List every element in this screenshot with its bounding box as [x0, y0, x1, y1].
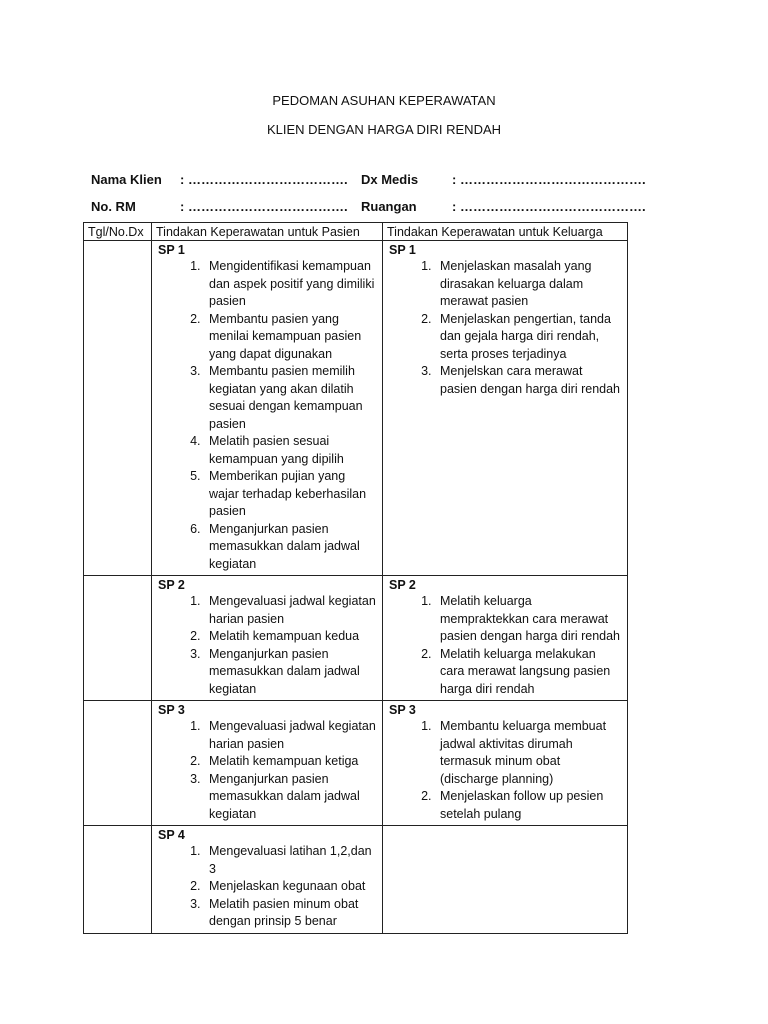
list-item: 2. Melatih keluarga melakukan cara merawat langsung pasien harga diri rendah — [435, 646, 621, 699]
header-tindakan-pasien: Tindakan Keperawatan untuk Pasien — [152, 223, 383, 241]
keluarga-cell — [383, 701, 628, 826]
action-list — [158, 593, 376, 698]
pasien-cell — [152, 241, 383, 576]
sp-label: SP 4 — [158, 828, 185, 842]
dx-medis-value: : ……………………………………. — [452, 172, 646, 187]
action-list — [389, 593, 621, 698]
keluarga-cell — [383, 576, 628, 701]
dx-medis-label: Dx Medis — [361, 172, 419, 187]
list-item: 6. Menganjurkan pasien memasukkan dalam jadwal kegiatan — [204, 521, 376, 574]
tgl-no-dx-cell — [84, 241, 152, 576]
table-row — [84, 576, 628, 701]
table-header-row — [84, 223, 628, 241]
header-tindakan-keluarga: Tindakan Keperawatan untuk Keluarga — [383, 223, 628, 241]
ruangan-label: Ruangan — [361, 199, 417, 214]
list-item: 1. Mengidentifikasi kemampuan dan aspek positif yang dimiliki pasien — [204, 258, 376, 311]
nama-klien-label: Nama Klien — [91, 172, 162, 187]
nursing-care-table — [83, 222, 628, 934]
table-row — [84, 241, 628, 576]
sp-label: SP 1 — [158, 243, 185, 257]
sp-label: SP 1 — [389, 243, 416, 257]
list-item: 2. Menjelaskan kegunaan obat — [204, 878, 376, 896]
tgl-no-dx-cell — [84, 826, 152, 934]
keluarga-cell — [383, 826, 628, 934]
header-tgl-no-dx: Tgl/No.Dx — [84, 223, 152, 241]
ruangan-value: : ……………………………………. — [452, 199, 646, 214]
list-item: 1. Melatih keluarga mempraktekkan cara merawat pasien dengan harga diri rendah — [435, 593, 621, 646]
list-item: 3. Menjelskan cara merawat pasien dengan harga diri rendah — [435, 363, 621, 398]
list-item: 1. Mengevaluasi latihan 1,2,dan 3 — [204, 843, 376, 878]
sp-label: SP 3 — [158, 703, 185, 717]
keluarga-cell — [383, 241, 628, 576]
action-list — [158, 258, 376, 573]
list-item: 3. Membantu pasien memilih kegiatan yang akan dilatih sesuai dengan kemampuan pasien — [204, 363, 376, 433]
list-item: 3. Melatih pasien minum obat dengan prinsip 5 benar — [204, 896, 376, 931]
list-item: 3. Menganjurkan pasien memasukkan dalam jadwal kegiatan — [204, 646, 376, 699]
action-list — [389, 258, 621, 398]
document-subtitle: KLIEN DENGAN HARGA DIRI RENDAH — [266, 122, 502, 137]
pasien-cell — [152, 826, 383, 934]
table-row — [84, 701, 628, 826]
pasien-cell — [152, 576, 383, 701]
list-item: 1. Mengevaluasi jadwal kegiatan harian pasien — [204, 718, 376, 753]
list-item: 4. Melatih pasien sesuai kemampuan yang dipilih — [204, 433, 376, 468]
list-item: 2. Menjelaskan follow up pesien setelah pulang — [435, 788, 621, 823]
sp-label: SP 2 — [389, 578, 416, 592]
sp-label: SP 2 — [158, 578, 185, 592]
tgl-no-dx-cell — [84, 576, 152, 701]
list-item: 3. Menganjurkan pasien memasukkan dalam jadwal kegiatan — [204, 771, 376, 824]
action-list — [389, 718, 621, 823]
sp-label: SP 3 — [389, 703, 416, 717]
table-row — [84, 826, 628, 934]
list-item: 2. Melatih kemampuan ketiga — [204, 753, 376, 771]
pasien-cell — [152, 701, 383, 826]
list-item: 2. Menjelaskan pengertian, tanda dan gejala harga diri rendah, serta proses terjadinya — [435, 311, 621, 364]
no-rm-value: : ………………………………. — [180, 199, 348, 214]
no-rm-label: No. RM — [91, 199, 136, 214]
nama-klien-value: : ………………………………. — [180, 172, 348, 187]
tgl-no-dx-cell — [84, 701, 152, 826]
table-body — [84, 241, 628, 934]
action-list — [158, 718, 376, 823]
document-title: PEDOMAN ASUHAN KEPERAWATAN — [272, 93, 496, 108]
action-list — [158, 843, 376, 931]
list-item: 1. Membantu keluarga membuat jadwal aktivitas dirumah termasuk minum obat (discharge planning) — [435, 718, 621, 788]
list-item: 1. Menjelaskan masalah yang dirasakan keluarga dalam merawat pasien — [435, 258, 621, 311]
list-item: 1. Mengevaluasi jadwal kegiatan harian pasien — [204, 593, 376, 628]
list-item: 2. Melatih kemampuan kedua — [204, 628, 376, 646]
list-item: 5. Memberikan pujian yang wajar terhadap keberhasilan pasien — [204, 468, 376, 521]
list-item: 2. Membantu pasien yang menilai kemampuan pasien yang dapat digunakan — [204, 311, 376, 364]
